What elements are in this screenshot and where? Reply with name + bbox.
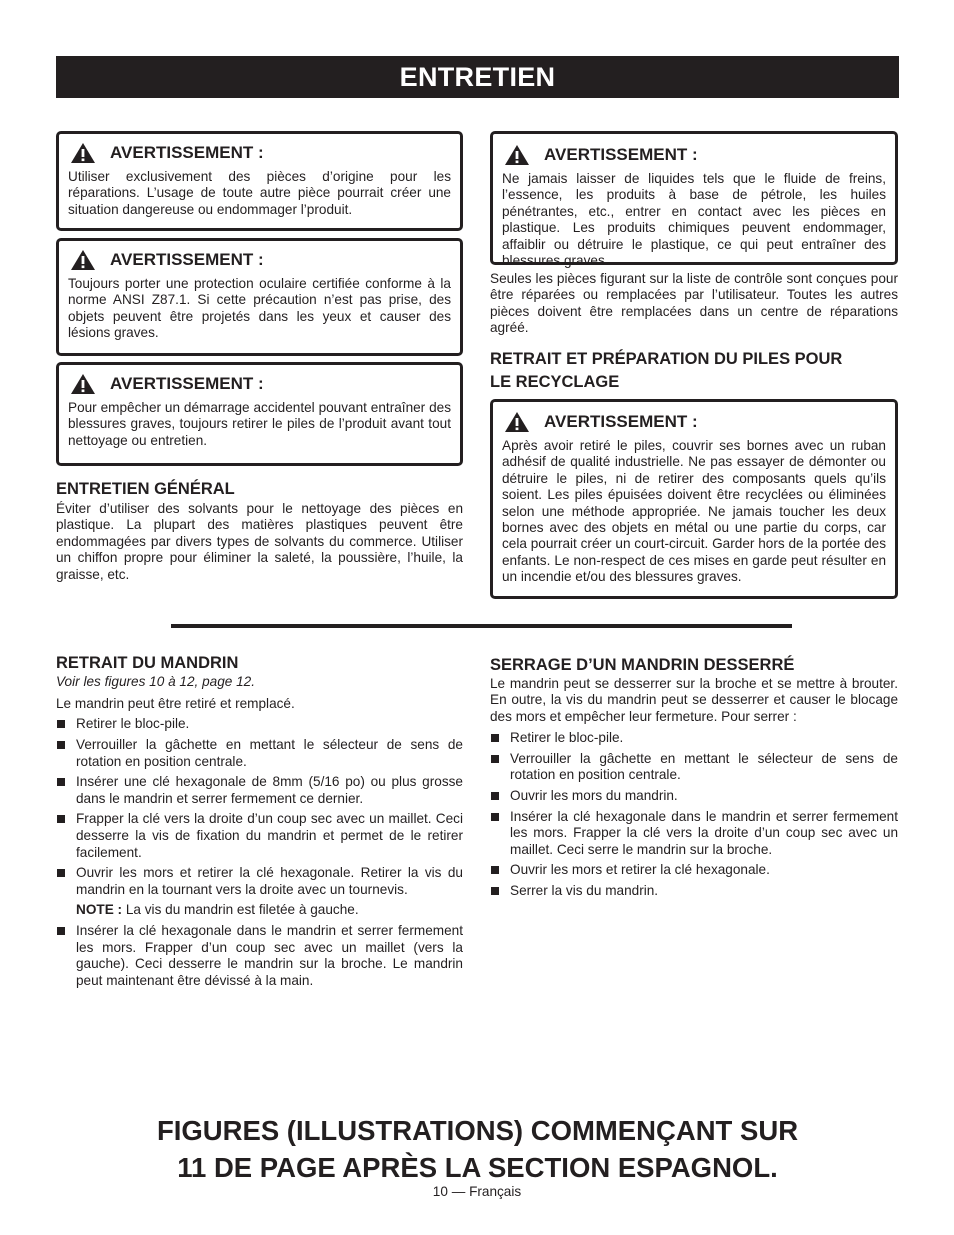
figures-notice-line1: FIGURES (ILLUSTRATIONS) COMMENÇANT SUR [156, 1115, 799, 1146]
list-item: Retirer le bloc-pile. [490, 730, 898, 747]
list-item: Insérer une clé hexagonale de 8mm (5/16 po) ou plus grosse dans le mandrin et serrer fermement ce dernier. [56, 774, 463, 807]
warning-header [68, 373, 451, 395]
warning-triangle-icon [70, 373, 96, 395]
warning-box-battery [490, 399, 898, 599]
figures-notice-line2: 11 DE PAGE APRÈS LA SECTION ESPAGNOL. [177, 1152, 778, 1183]
warning-text: Ne jamais laisser de liquides tels que le fluide de freins, l’essence, les produits à base de pétrole, les huiles pénétrantes, etc., entrer en contact avec les pièces en plastique. Les produits chimiques peuvent endommager, affaiblir ou détruire le plastique, ce qui peut entraîner des blessures graves. [502, 171, 886, 269]
warning-label: AVERTISSEMENT : [110, 250, 264, 269]
chuck-removal-section [56, 652, 463, 993]
note-label: NOTE : [76, 902, 123, 918]
warning-header [68, 249, 451, 271]
warning-header [68, 142, 451, 164]
warning-label: AVERTISSEMENT : [544, 145, 698, 164]
chuck-removal-steps-continued [56, 923, 463, 989]
note-text: La vis du mandrin est filetée à gauche. [125, 902, 359, 918]
list-item: Ouvrir les mors du mandrin. [490, 788, 898, 805]
warning-header [502, 411, 886, 433]
list-item: Insérer la clé hexagonale dans le mandrin et serrer fermement les mors. Frapper d’un coup sec avec un maillet (vers la gauche). Ceci desserre le mandrin sur la broche. Le mandrin peut maintenant être dévissé à la main. [56, 923, 463, 989]
battery-heading-line2: LE RECYCLAGE [490, 373, 620, 391]
warning-box-original-parts [56, 131, 463, 231]
warning-triangle-icon [70, 249, 96, 271]
list-item: Frapper la clé vers la droite d’un coup sec avec un maillet. Ceci desserre la vis de fixation du mandrin et permet de le retirer facilement. [56, 811, 463, 861]
note [56, 902, 463, 919]
list-item: Ouvrir les mors et retirer la clé hexagonale. [490, 862, 898, 879]
warning-box-accidental-start [56, 362, 463, 466]
warning-text: Après avoir retiré le piles, couvrir ses bornes avec un ruban adhésif de qualité industrielle. Ne pas essayer de démonter ou détruire le piles, ni de retirer des composants quels qu’ils soient. Les piles épuisées doivent être recyclées ou éliminées selon une méthode appropriée. Ne jamais toucher les deux bornes avec des objets en métal ou une partie du corps, car cela pourrait créer un court-circuit. Garder hors de la portée des enfants. Le non-respect de ces mises en garde peut résulter en un incendie et/ou des blessures graves. [502, 438, 886, 585]
parts-info-section [490, 271, 898, 337]
section-title: ENTRETIEN [399, 62, 556, 92]
chuck-tighten-heading: SERRAGE D’UN MANDRIN DESSERRÉ [490, 656, 795, 674]
section-banner [56, 56, 899, 98]
page-number: 10 — Français [432, 1184, 522, 1199]
general-maintenance-section [56, 478, 463, 583]
figure-reference: Voir les figures 10 à 12, page 12. [56, 674, 256, 689]
list-item: Ouvrir les mors et retirer la clé hexagonale. Retirer la vis du mandrin en la tournant vers la droite avec un tournevis. [56, 865, 463, 898]
general-maintenance-heading: ENTRETIEN GÉNÉRAL [56, 480, 235, 498]
list-item: Verrouiller la gâchette en mettant le sélecteur de sens de rotation en position centrale. [490, 751, 898, 784]
chuck-tighten-intro: Le mandrin peut se desserrer sur la broche et se mettre à brouter. En outre, la vis du mandrin peut se desserrer et causer le blocage des mors et empêcher leur fermeture. Pour serrer : [490, 676, 898, 724]
warning-label: AVERTISSEMENT : [110, 374, 264, 393]
chuck-removal-intro: Le mandrin peut être retiré et remplacé. [56, 696, 295, 711]
parts-info-text: Seules les pièces figurant sur la liste de contrôle sont conçues pour être réparées ou remplacées par l’utilisateur. Toutes les autres pièces doivent être remplacées dans un centre de réparations agréé. [490, 271, 898, 336]
warning-label: AVERTISSEMENT : [110, 143, 264, 162]
chuck-tighten-steps [490, 730, 898, 899]
page-footer [0, 1184, 954, 1199]
warning-header [502, 144, 886, 166]
list-item: Retirer le bloc-pile. [56, 716, 463, 733]
chuck-removal-steps [56, 716, 463, 898]
list-item: Insérer la clé hexagonale dans le mandrin et serrer fermement les mors. Frapper la clé vers la droite d’un coup sec avec un maillet. Ceci serre le mandrin sur la broche. [490, 809, 898, 859]
warning-label: AVERTISSEMENT : [544, 412, 698, 431]
warning-text: Pour empêcher un démarrage accidentel pouvant entraîner des blessures graves, toujours retirer le piles de l’produit avant tout nettoyage ou entretien. [68, 400, 451, 448]
warning-triangle-icon [70, 142, 96, 164]
section-divider [171, 624, 792, 628]
warning-text: Utiliser exclusivement des pièces d’origine pour les réparations. L’usage de toute autre pièce pourrait créer une situation dangereuse ou endommager l’produit. [68, 169, 451, 217]
battery-recycling-heading [490, 348, 898, 394]
list-item: Serrer la vis du mandrin. [490, 883, 898, 900]
battery-heading-line1: RETRAIT ET PRÉPARATION DU PILES POUR [490, 350, 843, 368]
warning-box-eye-protection [56, 238, 463, 356]
chuck-removal-heading: RETRAIT DU MANDRIN [56, 654, 239, 672]
figures-notice [56, 1112, 899, 1186]
warning-box-liquids [490, 131, 898, 269]
list-item: Verrouiller la gâchette en mettant le sélecteur de sens de rotation en position centrale. [56, 737, 463, 770]
general-maintenance-text: Éviter d’utiliser des solvants pour le nettoyage des pièces en plastique. La plupart des matières plastiques peuvent être endommagées par divers types de solvants du commerce. Utiliser un chiffon propre pour éliminer la saleté, la poussière, l’huile, la graisse, etc. [56, 501, 463, 582]
warning-triangle-icon [504, 411, 530, 433]
warning-text: Toujours porter une protection oculaire certifiée conforme à la norme ANSI Z87.1. Si cette précaution n’est pas prise, des objets peuvent être projetés dans les yeux et causer des lésions graves. [68, 276, 451, 341]
warning-triangle-icon [504, 144, 530, 166]
chuck-tighten-section [490, 654, 898, 904]
